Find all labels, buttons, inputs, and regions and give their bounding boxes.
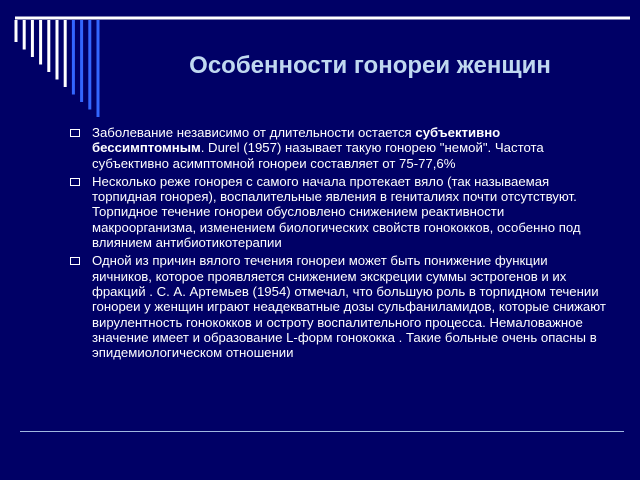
bullet-item-2: [70, 174, 610, 250]
square-bullet-icon: [70, 257, 80, 265]
bottom-divider: [20, 431, 624, 432]
bullet-list: [70, 125, 610, 363]
bullet-item-3: [70, 253, 610, 360]
bullet-1-bold: субъективно бессимптомным: [92, 125, 501, 156]
bullet-1-pre: Заболевание независимо от длительности остается: [92, 125, 416, 140]
bullet-text-1: [92, 125, 610, 171]
bullet-item-1: [70, 125, 610, 171]
square-bullet-icon: [70, 129, 80, 137]
slide-title: Особенности гонореи женщин: [189, 52, 551, 79]
bullet-text-3: Одной из причин вялого течения гонореи может быть понижение функции яичников, которое проявляется снижением экскреции суммы эстрогенов и их фракций . С. А. Артемьев (1954) отмечал, что большую роль в торпидном течении гонореи у женщин играют неадекватные дозы сульфаниламидов, которые снижают вирулентность гонококков и остроту воспалительного процесса. Немаловажное значение имеет и образование L-форм гонококка . Такие больные очень опасны в эпидемиологическом отношении: [92, 253, 606, 361]
bullet-text-2: Несколько реже гонорея с самого начала протекает вяло (так называемая торпидная гонорея), воспалительные явления в гениталиях почти отсутствуют. Торпидное течение гонореи обусловлено снижением реактивности макроорганизма, изменением биологических свойств гонококков, особенно под влиянием антибиотикотерапии: [92, 173, 581, 251]
vertical-stripes: [16, 20, 98, 117]
square-bullet-icon: [70, 178, 80, 186]
bullet-1-post: . Durel (1957) называет такую гонорею "немой". Частота субъективно асимптомной гонореи составляет от 75-77,6%: [92, 140, 544, 171]
